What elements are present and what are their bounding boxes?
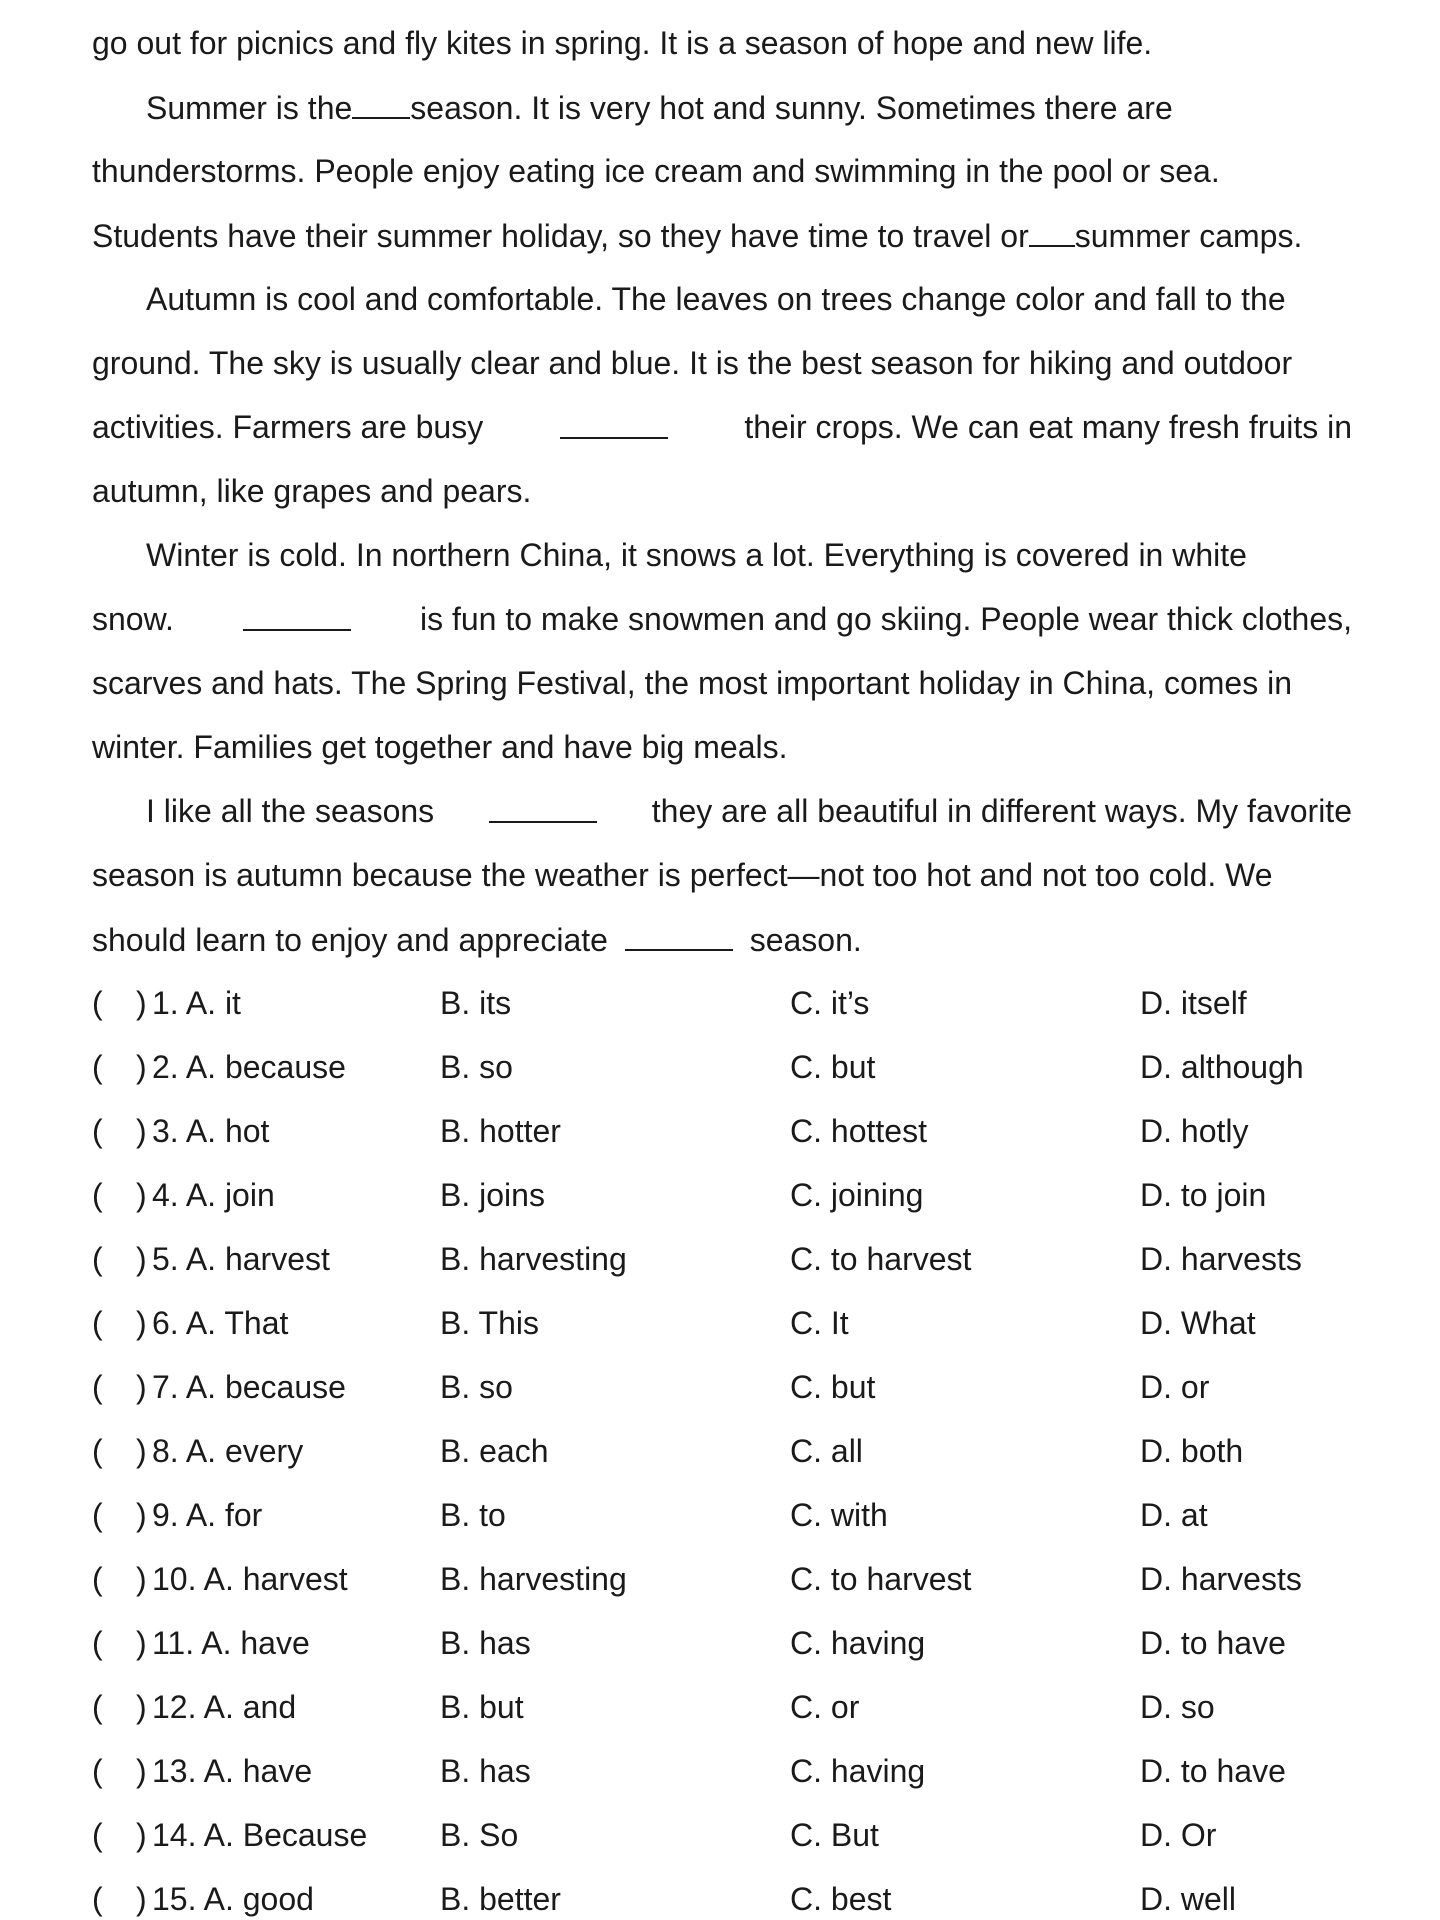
passage-line xyxy=(146,535,1352,575)
option-c[interactable]: C. but xyxy=(790,1369,876,1405)
answer-paren-open[interactable]: ( xyxy=(92,1625,103,1661)
option-a: A. Because xyxy=(203,1817,368,1853)
option-d[interactable]: D. both xyxy=(1140,1433,1244,1469)
passage-line xyxy=(146,791,1352,831)
passage-text: Summer is the xyxy=(146,90,353,126)
option-a: A. That xyxy=(185,1305,289,1341)
answer-paren-open[interactable]: ( xyxy=(92,1241,103,1277)
passage-text: autumn, like grapes and pears. xyxy=(92,473,532,509)
option-d[interactable]: D. to have xyxy=(1140,1625,1286,1661)
option-a: A. good xyxy=(203,1881,314,1917)
option-c[interactable]: C. It xyxy=(790,1305,849,1341)
question-row xyxy=(92,1623,1352,1663)
answer-paren-open[interactable]: ( xyxy=(92,1689,103,1725)
question-number-and-option-a[interactable] xyxy=(152,1367,346,1407)
passage-text: ground. The sky is usually clear and blue. It is the best season for hiking and outdoor xyxy=(92,345,1293,381)
option-d[interactable]: D. so xyxy=(1140,1689,1215,1725)
option-c[interactable]: C. But xyxy=(790,1817,879,1853)
question-number: 15. xyxy=(152,1881,197,1917)
question-row xyxy=(92,1815,1352,1855)
option-a: A. join xyxy=(185,1177,275,1213)
answer-paren-open[interactable]: ( xyxy=(92,1305,103,1341)
answer-paren-open[interactable]: ( xyxy=(92,1177,103,1213)
answer-blank-7[interactable] xyxy=(489,791,597,823)
question-number: 10. xyxy=(152,1561,197,1597)
option-b[interactable]: B. hotter xyxy=(440,1113,561,1149)
option-c[interactable]: C. all xyxy=(790,1433,863,1469)
answer-paren-close: ) xyxy=(136,1753,147,1789)
passage-text: summer camps. xyxy=(1074,218,1303,254)
question-number-and-option-a[interactable] xyxy=(152,1687,296,1727)
answer-paren-close: ) xyxy=(136,1305,147,1341)
question-number: 14. xyxy=(152,1817,197,1853)
answer-paren-close: ) xyxy=(136,1433,147,1469)
option-d[interactable]: D. harvests xyxy=(1140,1561,1302,1597)
passage-text: go out for picnics and fly kites in spring. It is a season of hope and new life. xyxy=(92,25,1153,61)
option-a: A. it xyxy=(185,985,241,1021)
option-c[interactable]: C. having xyxy=(790,1625,926,1661)
answer-blank-6[interactable] xyxy=(243,599,351,631)
answer-paren-close: ) xyxy=(136,1241,147,1277)
question-row xyxy=(92,1047,1352,1087)
option-a: A. harvest xyxy=(203,1561,348,1597)
answer-paren-open[interactable]: ( xyxy=(92,985,103,1021)
option-b[interactable]: B. So xyxy=(440,1817,519,1853)
answer-paren-open[interactable]: ( xyxy=(92,1497,103,1533)
passage-text: they are all beautiful in different ways. My favorite xyxy=(651,793,1352,829)
option-a: A. because xyxy=(185,1049,346,1085)
answer-paren-close: ) xyxy=(136,1049,147,1085)
question-number: 13. xyxy=(152,1753,197,1789)
question-number-and-option-a[interactable] xyxy=(152,1303,288,1343)
option-d[interactable]: D. to have xyxy=(1140,1753,1286,1789)
answer-paren-open[interactable]: ( xyxy=(92,1817,103,1853)
option-d[interactable]: D. hotly xyxy=(1140,1113,1249,1149)
passage-line xyxy=(92,919,1352,960)
answer-blank-8[interactable] xyxy=(625,919,733,951)
question-number: 2. xyxy=(152,1049,179,1085)
question-number-and-option-a[interactable] xyxy=(152,1879,314,1919)
answer-paren-open[interactable]: ( xyxy=(92,1049,103,1085)
answer-paren-close: ) xyxy=(136,1369,147,1405)
option-c[interactable]: C. but xyxy=(790,1049,876,1085)
question-number-and-option-a[interactable] xyxy=(152,983,241,1023)
question-number: 8. xyxy=(152,1433,179,1469)
option-d[interactable]: D. Or xyxy=(1140,1817,1217,1853)
question-number-and-option-a[interactable] xyxy=(152,1239,330,1279)
option-c[interactable]: C. joining xyxy=(790,1177,924,1213)
option-b[interactable]: B. has xyxy=(440,1753,531,1789)
answer-paren-close: ) xyxy=(136,1497,147,1533)
question-number: 11. xyxy=(152,1625,195,1661)
question-number: 5. xyxy=(152,1241,179,1277)
answer-paren-close: ) xyxy=(136,1625,147,1661)
answer-paren-close: ) xyxy=(136,1113,147,1149)
question-number-and-option-a[interactable] xyxy=(152,1495,262,1535)
option-c[interactable]: C. to harvest xyxy=(790,1561,972,1597)
question-row xyxy=(92,1879,1352,1919)
option-a: A. for xyxy=(185,1497,263,1533)
question-row xyxy=(92,1687,1352,1727)
option-b[interactable]: B. so xyxy=(440,1369,513,1405)
option-d[interactable]: D. to join xyxy=(1140,1177,1267,1213)
question-number-and-option-a[interactable] xyxy=(152,1623,310,1663)
option-a: A. and xyxy=(203,1689,297,1725)
passage-text: winter. Families get together and have big meals. xyxy=(92,729,788,765)
passage-text: their crops. We can eat many fresh fruits in xyxy=(744,409,1352,445)
option-b[interactable]: B. harvesting xyxy=(440,1241,627,1277)
answer-paren-close: ) xyxy=(136,1561,147,1597)
option-b[interactable]: B. This xyxy=(440,1305,539,1341)
answer-paren-open[interactable]: ( xyxy=(92,1881,103,1917)
passage-line xyxy=(92,407,1352,447)
option-b[interactable]: B. each xyxy=(440,1433,549,1469)
option-a: A. hot xyxy=(185,1113,270,1149)
option-d[interactable]: D. or xyxy=(1140,1369,1210,1405)
option-d[interactable]: D. harvests xyxy=(1140,1241,1302,1277)
option-c[interactable]: C. having xyxy=(790,1753,926,1789)
passage-line xyxy=(92,23,1352,63)
option-a: A. have xyxy=(203,1753,313,1789)
passage-text: should learn to enjoy and appreciate xyxy=(92,922,608,958)
option-a: A. because xyxy=(185,1369,346,1405)
question-number-and-option-a[interactable] xyxy=(152,1559,348,1599)
passage-line xyxy=(92,663,1352,703)
option-b[interactable]: B. to xyxy=(440,1497,506,1533)
option-b[interactable]: B. its xyxy=(440,985,512,1021)
passage-line xyxy=(92,471,1352,511)
answer-paren-close: ) xyxy=(136,1689,147,1725)
option-c[interactable]: C. to harvest xyxy=(790,1241,972,1277)
question-number-and-option-a[interactable] xyxy=(152,1815,367,1855)
question-number: 3. xyxy=(152,1113,179,1149)
passage-line xyxy=(146,279,1352,319)
option-a: A. have xyxy=(201,1625,310,1661)
answer-paren-open[interactable]: ( xyxy=(92,1561,103,1597)
passage-line xyxy=(92,215,1352,256)
question-row xyxy=(92,1239,1352,1279)
question-row xyxy=(92,1303,1352,1343)
answer-blank-5[interactable] xyxy=(560,407,668,439)
option-c[interactable]: C. hottest xyxy=(790,1113,927,1149)
answer-blank-1[interactable] xyxy=(352,87,410,119)
passage-text: thunderstorms. People enjoy eating ice cream and swimming in the pool or sea. xyxy=(92,153,1220,189)
passage-line xyxy=(92,855,1352,895)
question-number: 9. xyxy=(152,1497,179,1533)
passage-text: I like all the seasons xyxy=(146,793,435,829)
option-d[interactable]: D. at xyxy=(1140,1497,1208,1533)
question-row xyxy=(92,1431,1352,1471)
option-a: A. every xyxy=(185,1433,304,1469)
option-b[interactable]: B. has xyxy=(440,1625,531,1661)
answer-paren-close: ) xyxy=(136,1177,147,1213)
passage-text: season. xyxy=(749,922,862,958)
answer-paren-close: ) xyxy=(136,1817,147,1853)
passage-text: season is autumn because the weather is perfect—not too hot and not too cold. We xyxy=(92,857,1273,893)
answer-paren-open[interactable]: ( xyxy=(92,1753,103,1789)
option-b[interactable]: B. better xyxy=(440,1881,561,1917)
option-d[interactable]: D. although xyxy=(1140,1049,1304,1085)
answer-paren-close: ) xyxy=(136,985,147,1021)
question-number-and-option-a[interactable] xyxy=(152,1431,303,1471)
answer-paren-open[interactable]: ( xyxy=(92,1433,103,1469)
option-d[interactable]: D. What xyxy=(1140,1305,1256,1341)
answer-paren-open[interactable]: ( xyxy=(92,1113,103,1149)
option-b[interactable]: B. joins xyxy=(440,1177,545,1213)
option-b[interactable]: B. but xyxy=(440,1689,524,1725)
question-number: 12. xyxy=(152,1689,197,1725)
answer-paren-close: ) xyxy=(136,1881,147,1917)
question-row xyxy=(92,1367,1352,1407)
question-row xyxy=(92,983,1352,1023)
question-number-and-option-a[interactable] xyxy=(152,1751,312,1791)
passage-line xyxy=(92,599,1352,639)
question-row xyxy=(92,1495,1352,1535)
question-row xyxy=(92,1175,1352,1215)
passage-text: Autumn is cool and comfortable. The leaves on trees change color and fall to the xyxy=(146,281,1286,317)
passage-text: scarves and hats. The Spring Festival, the most important holiday in China, comes in xyxy=(92,665,1292,701)
question-number: 7. xyxy=(152,1369,179,1405)
passage-text: Students have their summer holiday, so they have time to travel or xyxy=(92,218,1029,254)
option-b[interactable]: B. so xyxy=(440,1049,513,1085)
question-number: 1. xyxy=(152,985,179,1021)
option-c[interactable]: C. with xyxy=(790,1497,888,1533)
option-d[interactable]: D. well xyxy=(1140,1881,1237,1917)
passage-line xyxy=(92,727,1352,767)
question-number-and-option-a[interactable] xyxy=(152,1111,269,1151)
option-c[interactable]: C. or xyxy=(790,1689,860,1725)
question-number-and-option-a[interactable] xyxy=(152,1175,275,1215)
passage-text: Winter is cold. In northern China, it snows a lot. Everything is covered in white xyxy=(146,537,1247,573)
question-number-and-option-a[interactable] xyxy=(152,1047,346,1087)
passage-text: is fun to make snowmen and go skiing. People wear thick clothes, xyxy=(419,601,1352,637)
option-a: A. harvest xyxy=(185,1241,330,1277)
passage-text: snow. xyxy=(92,601,174,637)
passage-text: activities. Farmers are busy xyxy=(92,409,484,445)
passage-text: season. It is very hot and sunny. Sometimes there are xyxy=(410,90,1173,126)
passage-line xyxy=(92,151,1352,191)
question-number: 6. xyxy=(152,1305,179,1341)
option-c[interactable]: C. it’s xyxy=(790,985,870,1021)
option-b[interactable]: B. harvesting xyxy=(440,1561,627,1597)
question-row xyxy=(92,1111,1352,1151)
answer-paren-open[interactable]: ( xyxy=(92,1369,103,1405)
passage-line xyxy=(92,343,1352,383)
answer-blank-4[interactable] xyxy=(1029,215,1075,247)
question-number: 4. xyxy=(152,1177,179,1213)
option-d[interactable]: D. itself xyxy=(1140,985,1247,1021)
question-row xyxy=(92,1751,1352,1791)
option-c[interactable]: C. best xyxy=(790,1881,892,1917)
question-row xyxy=(92,1559,1352,1599)
passage-line xyxy=(146,87,1352,128)
